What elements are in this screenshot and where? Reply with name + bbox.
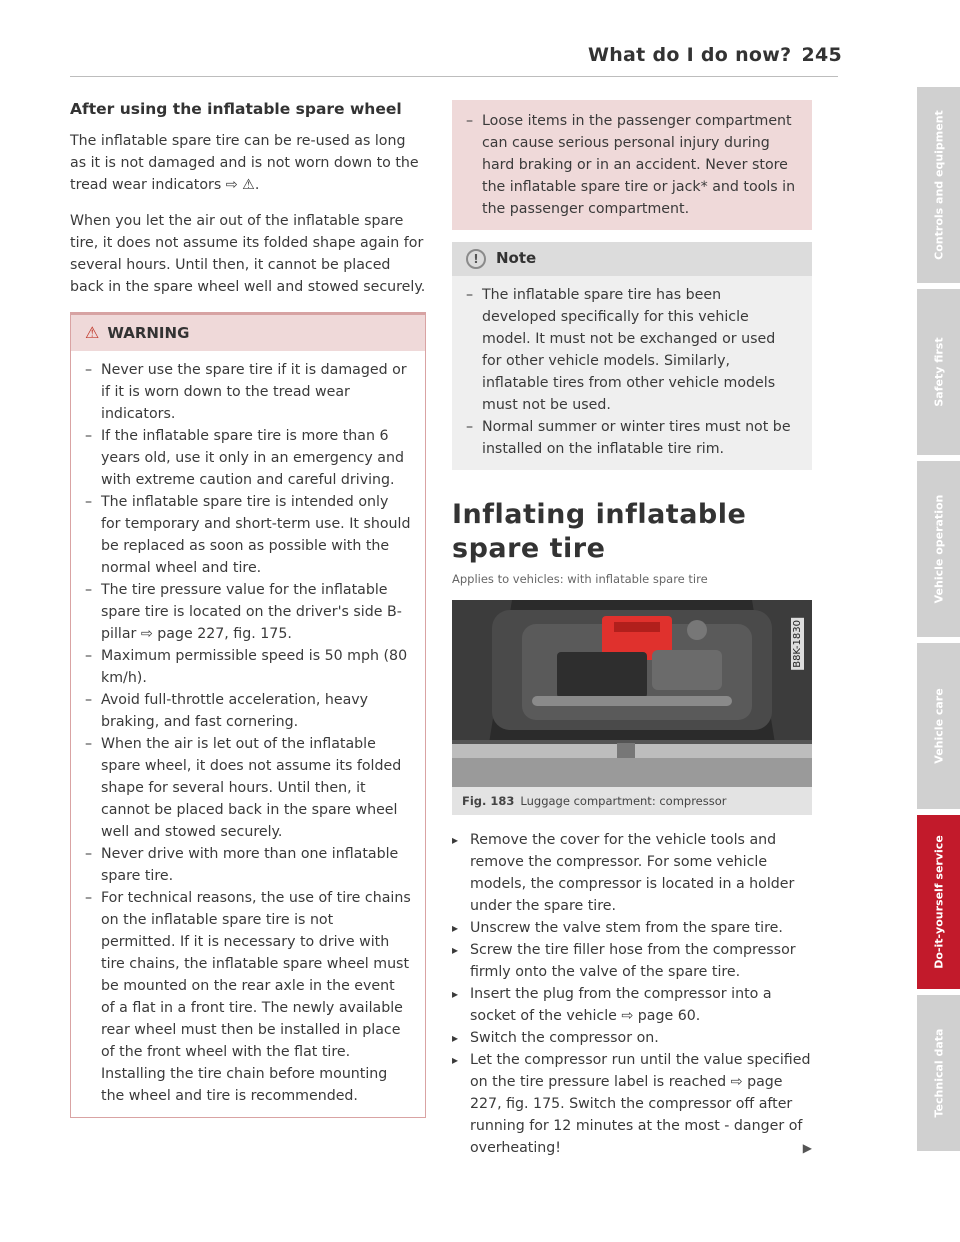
- warning-list: [71, 351, 425, 1117]
- tab-label: Technical data: [932, 1028, 945, 1118]
- tab-label: Vehicle care: [932, 688, 945, 764]
- tab-label: Vehicle operation: [932, 494, 945, 604]
- tab-label: Do-it-yourself service: [932, 835, 945, 969]
- tab-vehicle-care[interactable]: [917, 643, 960, 809]
- chapter-title: What do I do now?: [587, 44, 792, 66]
- list-item: – Normal summer or winter tires must not be installed on the inflatable tire rim.: [466, 416, 798, 460]
- list-item: – Avoid full-throttle acceleration, heavy braking, and fast cornering.: [85, 689, 411, 733]
- figure-caption: [452, 787, 812, 815]
- list-item: – Loose items in the passenger compartment can cause serious personal injury during hard braking or in an accident. Never store the inflatable spare tire or jack* and tools in the passenger compartment.: [466, 110, 798, 220]
- figure-label: Fig. 183: [462, 794, 515, 808]
- tab-safety-first[interactable]: [917, 289, 960, 455]
- tab-label: Safety first: [932, 337, 945, 407]
- section-title: Inflating inflatable spare tire: [452, 499, 747, 564]
- step: ▸ Remove the cover for the vehicle tools and remove the compressor. For some vehicle models, the compressor is located in a holder under the spare tire.: [452, 829, 812, 917]
- list-item: – When the air is let out of the inflatable spare wheel, it does not assume its folded shape for several hours. Until then, it cannot be placed back in the spare wheel well and stowed securely.: [85, 733, 411, 843]
- warning-icon: ⚠: [85, 323, 100, 342]
- step-text: Let the compressor run until the value specified on the tire pressure label is reached ⇨ page 227, fig. 175. Switch the compressor off after running for 12 minutes at the most - danger of overheating!: [470, 1052, 811, 1156]
- list-item: – The inflatable spare tire has been developed specifically for this vehicle model. It must not be exchanged or used for other vehicle models. Similarly, inflatable tires from other vehicle models must not be used.: [466, 284, 798, 416]
- note-header: [452, 242, 812, 276]
- tab-controls-and-equipment[interactable]: [917, 87, 960, 283]
- instruction-steps: [452, 829, 812, 1159]
- note-body: [452, 276, 812, 470]
- continue-arrow-icon[interactable]: ▶: [802, 1141, 812, 1155]
- luggage-compartment-illustration: [452, 600, 812, 787]
- header-divider: [70, 76, 838, 77]
- step: ▸ Screw the tire filler hose from the compressor firmly onto the valve of the spare tire.: [452, 939, 812, 983]
- step: ▸ Insert the plug from the compressor into a socket of the vehicle ⇨ page 60.: [452, 983, 812, 1027]
- paragraph: When you let the air out of the inflatable spare tire, it does not assume its folded shape again for several hours. Until then, it cannot be placed back in the spare wheel well and stowed securely.: [70, 213, 426, 295]
- note-box: [452, 242, 812, 470]
- warning-box: [70, 312, 426, 1118]
- info-icon: !: [466, 249, 486, 269]
- warning-list: [452, 100, 812, 230]
- figure-code: B8K-1830: [792, 620, 803, 668]
- list-item: – The inflatable spare tire is intended only for temporary and short-term use. It should be replaced as soon as possible with the normal wheel and tire.: [85, 491, 411, 579]
- list-item: – For technical reasons, the use of tire chains on the inflatable spare tire is not permitted. If it is necessary to drive with tire chains, the inflatable spare wheel must be mounted on the rear axle in the event of a flat in a front tire. The newly available rear wheel must then be installed in place of the front wheel with the flat tire. Installing the tire chain before mounting the wheel and tire is recommended.: [85, 887, 411, 1107]
- tab-technical-data[interactable]: [917, 995, 960, 1151]
- page-number: 245: [801, 44, 842, 66]
- caption-text: Luggage compartment: compressor: [520, 794, 727, 808]
- warning-header: [71, 315, 425, 351]
- applies-to: Applies to vehicles: with inflatable spare tire: [452, 572, 708, 586]
- figure-compressor: [452, 600, 812, 787]
- note-list: [452, 276, 812, 470]
- step: [452, 1049, 812, 1159]
- step: ▸ Switch the compressor on.: [452, 1027, 812, 1049]
- tab-vehicle-operation[interactable]: [917, 461, 960, 637]
- right-column: [452, 100, 812, 1159]
- tab-label: Controls and equipment: [932, 110, 945, 260]
- page-header: [588, 44, 842, 66]
- note-title: Note: [496, 249, 537, 267]
- paragraph: The inflatable spare tire can be re-used as long as it is not damaged and is not worn down to the tread wear indicators ⇨ ⚠.: [70, 133, 419, 193]
- warning-continuation: [452, 100, 812, 230]
- list-item: – Maximum permissible speed is 50 mph (80 km/h).: [85, 645, 411, 689]
- list-item: – Never use the spare tire if it is damaged or if it is worn down to the tread wear indicators.: [85, 359, 411, 425]
- section-heading: After using the inflatable spare wheel: [70, 100, 402, 118]
- step: ▸ Unscrew the valve stem from the spare tire.: [452, 917, 812, 939]
- left-column: [70, 100, 426, 1118]
- list-item: – If the inflatable spare tire is more than 6 years old, use it only in an emergency and with extreme caution and careful driving.: [85, 425, 411, 491]
- list-item: – Never drive with more than one inflatable spare tire.: [85, 843, 411, 887]
- warning-title: WARNING: [107, 324, 190, 342]
- tab-do-it-yourself-service[interactable]: [917, 815, 960, 989]
- list-item: – The tire pressure value for the inflatable spare tire is located on the driver's side B-pillar ⇨ page 227, fig. 175.: [85, 579, 411, 645]
